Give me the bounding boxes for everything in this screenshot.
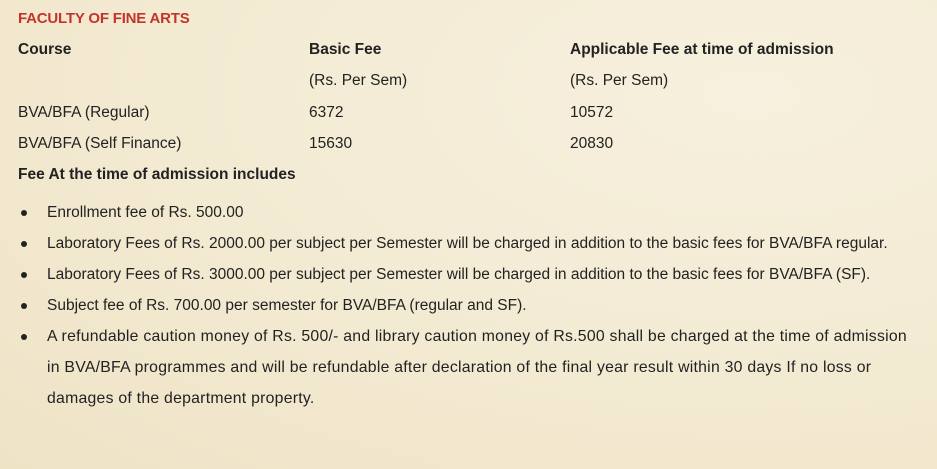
row-course: BVA/BFA (Self Finance) xyxy=(18,135,182,152)
bullet-icon xyxy=(21,334,27,340)
bullet-icon xyxy=(21,210,27,216)
list-item-text: Laboratory Fees of Rs. 3000.00 per subject per Semester will be charged in addition to the basic fees for BVA/BFA (SF). xyxy=(47,266,871,283)
row-basic-fee: 6372 xyxy=(309,104,344,121)
bullet-icon xyxy=(21,303,27,309)
header-course: Course xyxy=(18,41,72,58)
list-item-text: Subject fee of Rs. 700.00 per semester for BVA/BFA (regular and SF). xyxy=(47,297,527,314)
list-item xyxy=(18,197,918,228)
includes-list xyxy=(18,197,918,414)
list-item xyxy=(18,228,918,259)
row-applicable-fee: 10572 xyxy=(570,104,614,121)
list-item xyxy=(18,321,918,414)
row-basic-fee: 15630 xyxy=(309,135,353,152)
list-item-text: A refundable caution money of Rs. 500/- and library caution money of Rs.500 shall be charged at the time of admission in BVA/BFA programmes and will be refundable after declaration of the final year result within 30 days If no loss or damages of the department property. xyxy=(47,328,907,407)
row-applicable-fee: 20830 xyxy=(570,135,614,152)
row-course: BVA/BFA (Regular) xyxy=(18,104,150,121)
list-item xyxy=(18,259,918,290)
list-item-text: Enrollment fee of Rs. 500.00 xyxy=(47,204,244,221)
fee-document xyxy=(18,8,927,469)
bullet-icon xyxy=(21,272,27,278)
unit-basic-fee: (Rs. Per Sem) xyxy=(309,72,408,89)
header-applicable-fee: Applicable Fee at time of admission xyxy=(570,41,834,58)
section-title: FACULTY OF FINE ARTS xyxy=(18,10,190,27)
unit-applicable-fee: (Rs. Per Sem) xyxy=(570,72,669,89)
bullet-icon xyxy=(21,241,27,247)
includes-heading: Fee At the time of admission includes xyxy=(18,166,296,183)
header-basic-fee: Basic Fee xyxy=(309,41,382,58)
list-item xyxy=(18,290,918,321)
list-item-text: Laboratory Fees of Rs. 2000.00 per subject per Semester will be charged in addition to the basic fees for BVA/BFA regular. xyxy=(47,235,888,252)
